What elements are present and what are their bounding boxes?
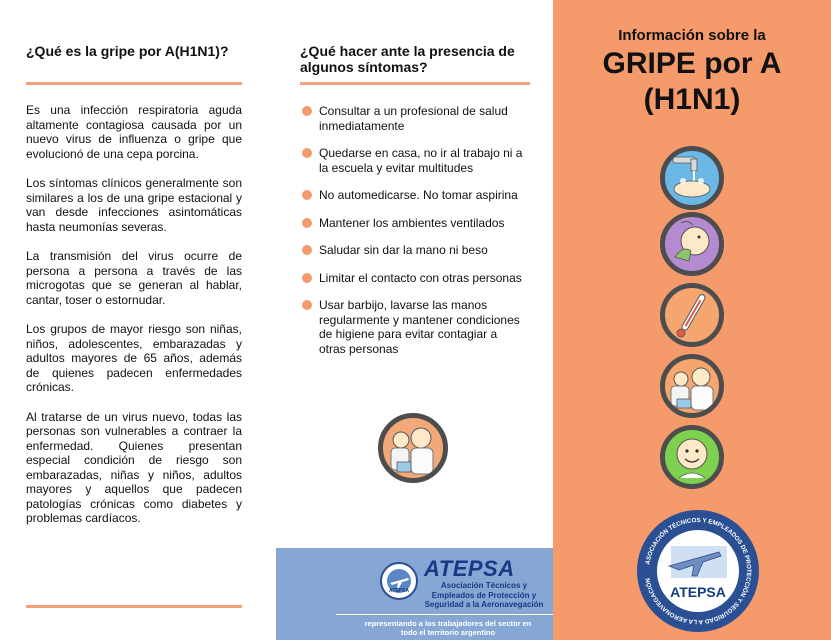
list-item: Consultar a un profesional de salud inmediatamente: [302, 104, 524, 133]
list-item: Usar barbijo, lavarse las manos regularmente y mantener condiciones de higiene para evitar contagiar a otras personas: [302, 298, 524, 356]
section-heading-what-to-do: ¿Qué hacer ante la presencia de algunos síntomas?: [300, 43, 515, 75]
recommendation-list: [302, 104, 524, 369]
smiling-person-icon: [660, 425, 724, 489]
hand-washing-icon: [660, 146, 724, 210]
paragraph: Los grupos de mayor riesgo son niñas, niños, adolescentes, embarazadas y adultos mayores de 65 años, además de quienes padecen enfermedades crónicas.: [26, 322, 242, 394]
logo-wordmark: ATEPSA: [670, 584, 726, 600]
cover-panel: [553, 0, 831, 640]
atepsa-seal-icon: [380, 562, 418, 600]
bullet-dot-icon: [302, 190, 312, 200]
cover-subtitle: (H1N1): [643, 83, 741, 116]
panel-what-is: [0, 0, 276, 640]
atepsa-tagline: representando a los trabajadores del sector en todo el territorio argentino: [364, 619, 532, 637]
doctor-patient-icon: [378, 413, 448, 483]
bullet-dot-icon: [302, 148, 312, 158]
bullet-dot-icon: [302, 106, 312, 116]
atepsa-footer-band: [276, 548, 553, 640]
doctor-patient-icon: [660, 354, 724, 418]
footer-divider: [26, 605, 242, 608]
list-item: Limitar el contacto con otras personas: [302, 271, 524, 286]
coughing-person-icon: [660, 212, 724, 276]
list-item: No automedicarse. No tomar aspirina: [302, 188, 524, 203]
heading-divider: [26, 82, 242, 85]
band-divider: [336, 614, 553, 615]
paragraph: Los síntomas clínicos generalmente son similares a los de una gripe estacional y van desde infecciones asintomáticas hasta neumonías severas.: [26, 176, 242, 234]
bullet-dot-icon: [302, 273, 312, 283]
info-paragraphs: [26, 103, 242, 541]
seal-label: ATEPSA: [389, 588, 409, 594]
cover-pretitle: Información sobre la: [618, 27, 766, 44]
atepsa-subtitle: Asociación Técnicos y Empleados de Protección y Seguridad a la Aeronavegación: [424, 581, 544, 609]
atepsa-logo-seal: [637, 510, 759, 632]
list-item: Quedarse en casa, no ir al trabajo ni a la escuela y evitar multitudes: [302, 146, 524, 175]
svg-text:ASOCIACIÓN TÉCNICOS Y EMPLEADO: ASOCIACIÓN TÉCNICOS Y EMPLEADOS DE PROTECCIÓN Y SEGURIDAD A LA AERONAVEGACIÓN: [644, 516, 753, 626]
bullet-dot-icon: [302, 245, 312, 255]
paragraph: Es una infección respiratoria aguda altamente contagiosa causada por un nuevo virus de influenza o gripe que evolucionó de una cepa porcina.: [26, 103, 242, 161]
list-item: Mantener los ambientes ventilados: [302, 216, 524, 231]
bullet-dot-icon: [302, 218, 312, 228]
paragraph: Al tratarse de un virus nuevo, todas las personas son vulnerables a contraer la enfermedad. Quienes presentan especial condición de riesgo son embarazadas, niñas y niños, adultos mayores y aquellos que padecen patologías crónicas como diabetes y problemas cardíacos.: [26, 409, 242, 525]
paragraph: La transmisión del virus ocurre de persona a persona a través de las microgotas que se generan al hablar, cantar, toser o estornudar.: [26, 249, 242, 307]
thermometer-icon: [660, 283, 724, 347]
atepsa-wordmark: ATEPSA: [424, 556, 515, 581]
cover-title: GRIPE por A: [602, 47, 782, 80]
bullet-dot-icon: [302, 300, 312, 310]
panel-what-to-do: [276, 0, 553, 640]
heading-divider: [300, 82, 530, 85]
section-heading-what-is: ¿Qué es la gripe por A(H1N1)?: [26, 43, 229, 59]
list-item: Saludar sin dar la mano ni beso: [302, 243, 524, 258]
